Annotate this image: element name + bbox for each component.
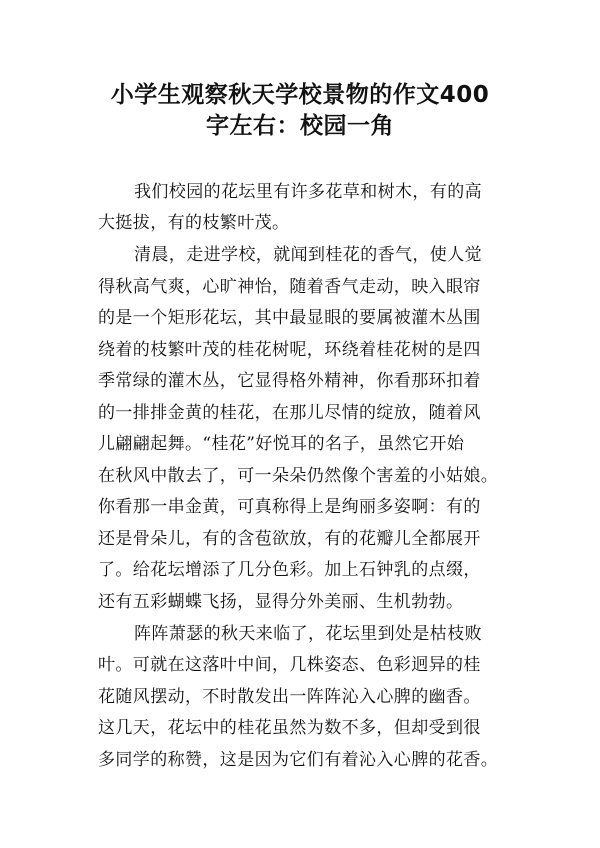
document-title-line-2: 字左右：校园一角 bbox=[206, 113, 394, 139]
document-title-line-1: 小学生观察秋天学校景物的作文400 bbox=[110, 82, 490, 108]
paragraph-2-line-7: 儿翩翩起舞。“桂花”好悦耳的名子，虽然它开始 bbox=[98, 434, 465, 454]
paragraph-2-line-2: 得秋高气爽，心旷神怡，随着香气走动，映入眼帘 bbox=[98, 277, 481, 297]
paragraph-3-line-3: 花随风摆动，不时散发出一阵阵沁入心脾的幽香。 bbox=[98, 687, 481, 707]
paragraph-2-line-1: 清晨，走进学校，就闻到桂花的香气，使人觉 bbox=[134, 245, 482, 265]
paragraph-2-line-8: 在秋风中散去了，可一朵朵仍然像个害羞的小姑娘。 bbox=[98, 466, 499, 486]
paragraph-2-line-4: 绕着的枝繁叶茂的桂花树呢，环绕着桂花树的是四 bbox=[98, 340, 481, 360]
paragraph-3-line-1: 阵阵萧瑟的秋天来临了，花坛里到处是枯枝败 bbox=[134, 624, 482, 644]
paragraph-1-line-1: 我们校园的花坛里有许多花草和树木，有的高 bbox=[134, 182, 482, 202]
paragraph-2-line-9: 你看那一串金黄，可真称得上是绚丽多姿啊：有的 bbox=[98, 497, 481, 517]
paragraph-2-line-5: 季常绿的灌木丛，它显得格外精神，你看那环扣着 bbox=[98, 371, 481, 391]
paragraph-3-line-4: 这几天，花坛中的桂花虽然为数不多，但却受到很 bbox=[98, 718, 481, 738]
paragraph-3-line-5: 多同学的称赞，这是因为它们有着沁入心脾的花香。 bbox=[98, 750, 499, 770]
paragraph-3-line-2: 叶。可就在这落叶中间，几株姿态、色彩迥异的桂 bbox=[98, 655, 481, 675]
paragraph-2-line-12: 还有五彩蝴蝶飞扬，显得分外美丽、生机勃勃。 bbox=[98, 592, 464, 612]
paragraph-2-line-6: 的一排排金黄的桂花，在那儿尽情的绽放，随着风 bbox=[98, 403, 481, 423]
paragraph-2-line-10: 还是骨朵儿，有的含苞欲放，有的花瓣儿全都展开 bbox=[98, 529, 481, 549]
paragraph-2-line-11: 了。给花坛增添了几分色彩。加上石钟乳的点缀， bbox=[98, 560, 481, 580]
paragraph-1-line-2: 大挺拔，有的枝繁叶茂。 bbox=[98, 213, 290, 233]
paragraph-2-line-3: 的是一个矩形花坛，其中最显眼的要属被灌木丛围 bbox=[98, 308, 481, 328]
